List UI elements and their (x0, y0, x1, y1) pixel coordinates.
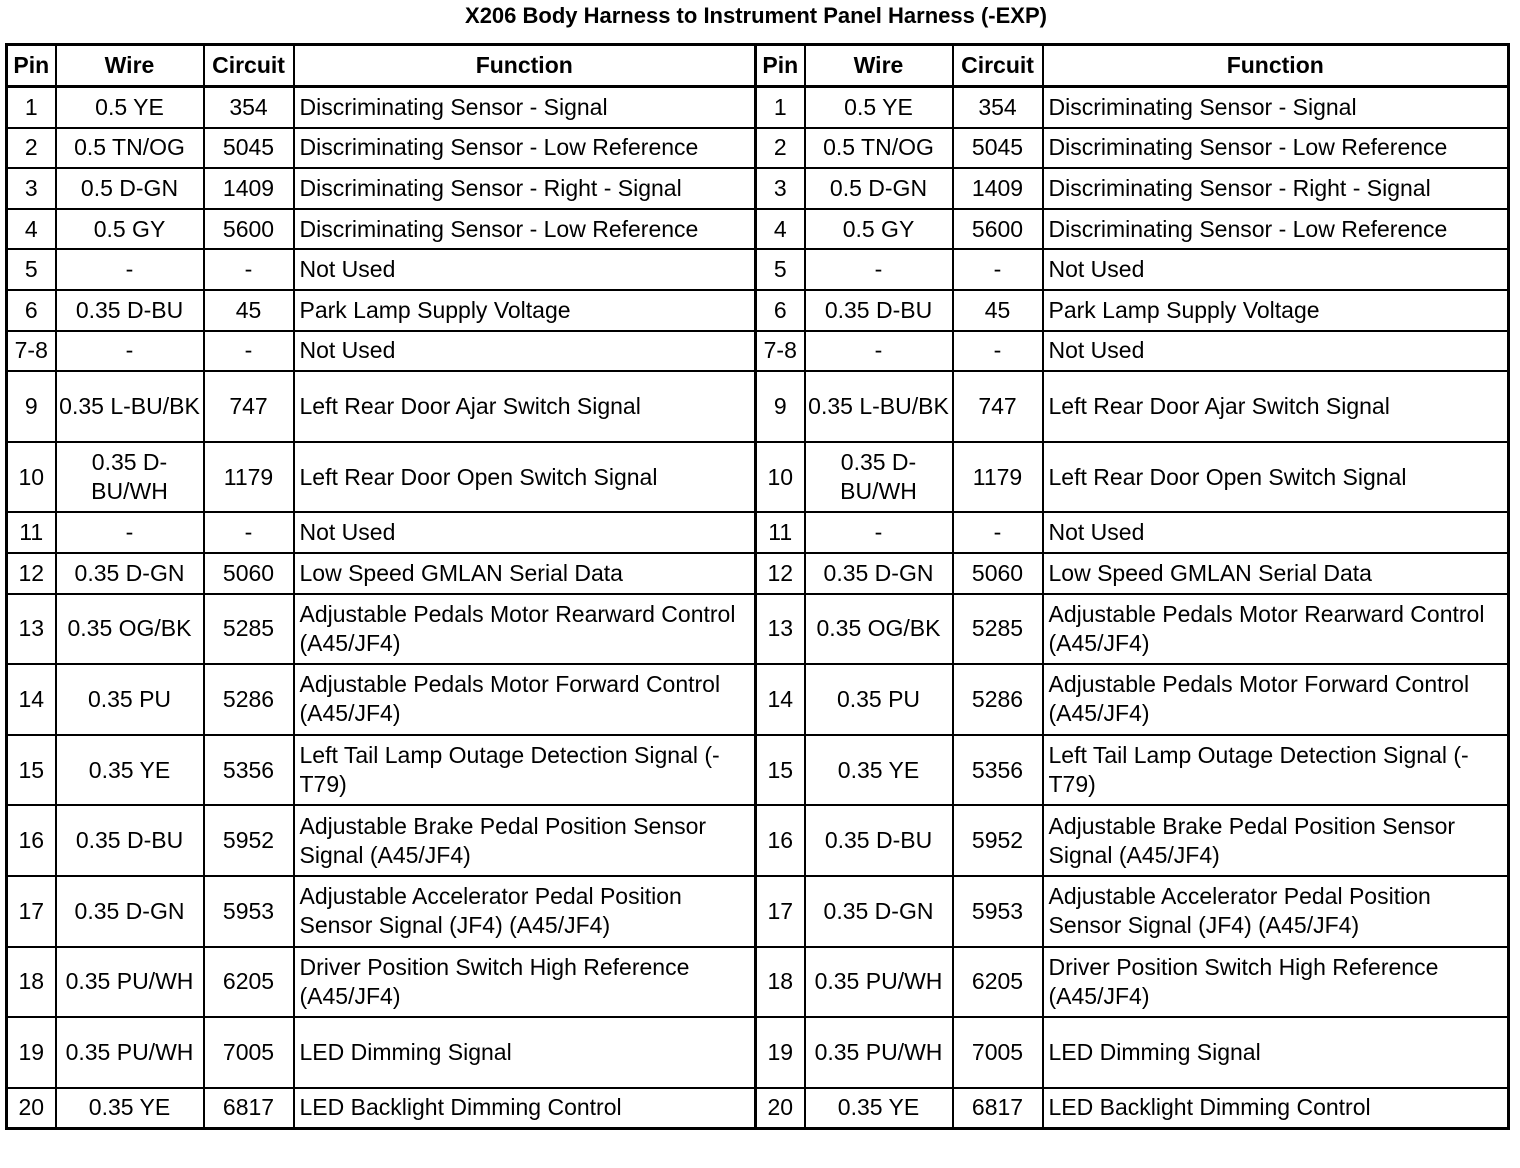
wire-cell: 0.35 D-BU/WH (805, 442, 953, 513)
wire-cell: 0.35 D-BU (56, 290, 204, 331)
wire-cell: 0.5 GY (56, 209, 204, 250)
pin-cell: 2 (756, 128, 805, 169)
circuit-cell: - (953, 249, 1043, 290)
wire-cell: 0.35 D-BU/WH (56, 442, 204, 513)
pin-cell: 3 (7, 168, 56, 209)
function-cell: Left Rear Door Ajar Switch Signal (294, 371, 756, 442)
function-cell: Adjustable Brake Pedal Position Sensor Signal (A45/JF4) (294, 805, 756, 876)
pin-cell: 7-8 (7, 331, 56, 372)
circuit-cell: 5952 (204, 805, 294, 876)
header-function: Function (1043, 45, 1509, 87)
page-title: X206 Body Harness to Instrument Panel Harness (-EXP) (465, 3, 1047, 28)
wire-cell: - (805, 512, 953, 553)
pin-cell: 14 (7, 664, 56, 735)
table-row (7, 805, 1509, 876)
table-row (7, 1088, 1509, 1129)
pin-cell: 4 (756, 209, 805, 250)
circuit-cell: 5952 (953, 805, 1043, 876)
pin-cell: 7-8 (756, 331, 805, 372)
table-row (7, 290, 1509, 331)
pin-cell: 9 (756, 371, 805, 442)
circuit-cell: 5286 (204, 664, 294, 735)
function-cell: Discriminating Sensor - Low Reference (294, 128, 756, 169)
circuit-cell: - (204, 512, 294, 553)
header-wire: Wire (56, 45, 204, 87)
pin-cell: 5 (756, 249, 805, 290)
table-row (7, 512, 1509, 553)
wire-cell: 0.35 PU (56, 664, 204, 735)
header-pin: Pin (756, 45, 805, 87)
circuit-cell: 5285 (953, 594, 1043, 665)
wire-cell: - (805, 249, 953, 290)
wire-cell: 0.35 YE (56, 1088, 204, 1129)
wire-cell: - (56, 512, 204, 553)
wire-cell: 0.5 YE (56, 87, 204, 128)
pin-cell: 15 (7, 735, 56, 806)
table-row (7, 735, 1509, 806)
table-row (7, 168, 1509, 209)
circuit-cell: 7005 (953, 1017, 1043, 1088)
table-row (7, 664, 1509, 735)
circuit-cell: 5600 (953, 209, 1043, 250)
pin-cell: 14 (756, 664, 805, 735)
circuit-cell: 6817 (204, 1088, 294, 1129)
wire-cell: 0.35 D-BU (805, 805, 953, 876)
circuit-cell: 5356 (953, 735, 1043, 806)
circuit-cell: - (953, 331, 1043, 372)
function-cell: Discriminating Sensor - Signal (1043, 87, 1509, 128)
function-cell: Park Lamp Supply Voltage (294, 290, 756, 331)
wire-cell: 0.35 OG/BK (56, 594, 204, 665)
table-row (7, 1017, 1509, 1088)
wire-cell: 0.5 TN/OG (805, 128, 953, 169)
wire-cell: 0.5 D-GN (805, 168, 953, 209)
circuit-cell: - (204, 331, 294, 372)
pin-cell: 20 (756, 1088, 805, 1129)
circuit-cell: 747 (204, 371, 294, 442)
table-row (7, 87, 1509, 128)
table-row (7, 128, 1509, 169)
circuit-cell: 6205 (204, 947, 294, 1018)
function-cell: Discriminating Sensor - Signal (294, 87, 756, 128)
function-cell: Left Tail Lamp Outage Detection Signal (-T79) (294, 735, 756, 806)
wire-cell: 0.35 PU/WH (805, 947, 953, 1018)
function-cell: Adjustable Accelerator Pedal Position Sensor Signal (JF4) (A45/JF4) (1043, 876, 1509, 947)
wire-cell: 0.5 YE (805, 87, 953, 128)
wire-cell: 0.35 PU (805, 664, 953, 735)
circuit-cell: 45 (204, 290, 294, 331)
function-cell: Not Used (1043, 331, 1509, 372)
function-cell: Low Speed GMLAN Serial Data (294, 553, 756, 594)
pin-cell: 19 (756, 1017, 805, 1088)
pin-cell: 12 (756, 553, 805, 594)
function-cell: LED Dimming Signal (294, 1017, 756, 1088)
wire-cell: 0.5 TN/OG (56, 128, 204, 169)
wire-cell: - (56, 249, 204, 290)
circuit-cell: 5060 (953, 553, 1043, 594)
circuit-cell: 7005 (204, 1017, 294, 1088)
function-cell: Driver Position Switch High Reference (A45/JF4) (294, 947, 756, 1018)
pin-cell: 11 (756, 512, 805, 553)
wire-cell: 0.35 D-GN (805, 553, 953, 594)
function-cell: Driver Position Switch High Reference (A45/JF4) (1043, 947, 1509, 1018)
circuit-cell: - (204, 249, 294, 290)
table-row (7, 553, 1509, 594)
wire-cell: 0.35 L-BU/BK (56, 371, 204, 442)
pin-cell: 9 (7, 371, 56, 442)
wire-cell: 0.35 OG/BK (805, 594, 953, 665)
pin-cell: 18 (756, 947, 805, 1018)
table-body (7, 87, 1509, 1129)
circuit-cell: 1179 (204, 442, 294, 513)
circuit-cell: 1409 (953, 168, 1043, 209)
circuit-cell: 6817 (953, 1088, 1043, 1129)
function-cell: Discriminating Sensor - Right - Signal (1043, 168, 1509, 209)
table-row (7, 947, 1509, 1018)
circuit-cell: 5953 (204, 876, 294, 947)
pin-cell: 16 (756, 805, 805, 876)
function-cell: Discriminating Sensor - Low Reference (294, 209, 756, 250)
function-cell: LED Backlight Dimming Control (294, 1088, 756, 1129)
wire-cell: 0.35 L-BU/BK (805, 371, 953, 442)
pin-cell: 16 (7, 805, 56, 876)
header-wire: Wire (805, 45, 953, 87)
pin-cell: 13 (756, 594, 805, 665)
pin-cell: 15 (756, 735, 805, 806)
circuit-cell: - (953, 512, 1043, 553)
wire-cell: 0.35 PU/WH (56, 947, 204, 1018)
pin-cell: 4 (7, 209, 56, 250)
table-row (7, 371, 1509, 442)
function-cell: Adjustable Pedals Motor Forward Control (A45/JF4) (1043, 664, 1509, 735)
wire-cell: 0.35 D-BU (56, 805, 204, 876)
wire-cell: 0.35 YE (805, 1088, 953, 1129)
wire-cell: 0.35 D-GN (56, 876, 204, 947)
wire-cell: 0.35 D-GN (56, 553, 204, 594)
function-cell: Adjustable Brake Pedal Position Sensor Signal (A45/JF4) (1043, 805, 1509, 876)
pin-cell: 17 (7, 876, 56, 947)
table-row (7, 249, 1509, 290)
function-cell: LED Backlight Dimming Control (1043, 1088, 1509, 1129)
function-cell: Left Rear Door Open Switch Signal (1043, 442, 1509, 513)
wire-cell: 0.35 PU/WH (805, 1017, 953, 1088)
function-cell: Not Used (294, 249, 756, 290)
circuit-cell: 354 (204, 87, 294, 128)
pin-cell: 5 (7, 249, 56, 290)
function-cell: Not Used (1043, 249, 1509, 290)
wire-cell: 0.35 YE (56, 735, 204, 806)
pin-cell: 10 (756, 442, 805, 513)
function-cell: Left Rear Door Ajar Switch Signal (1043, 371, 1509, 442)
function-cell: Discriminating Sensor - Right - Signal (294, 168, 756, 209)
wire-cell: - (805, 331, 953, 372)
wire-cell: 0.35 YE (805, 735, 953, 806)
wire-cell: 0.35 D-GN (805, 876, 953, 947)
pin-cell: 17 (756, 876, 805, 947)
table-row (7, 209, 1509, 250)
header-circuit: Circuit (204, 45, 294, 87)
header-function: Function (294, 45, 756, 87)
pin-cell: 3 (756, 168, 805, 209)
circuit-cell: 5600 (204, 209, 294, 250)
circuit-cell: 5953 (953, 876, 1043, 947)
circuit-cell: 1179 (953, 442, 1043, 513)
circuit-cell: 45 (953, 290, 1043, 331)
function-cell: LED Dimming Signal (1043, 1017, 1509, 1088)
pin-cell: 1 (7, 87, 56, 128)
function-cell: Adjustable Pedals Motor Rearward Control (A45/JF4) (294, 594, 756, 665)
function-cell: Not Used (294, 512, 756, 553)
function-cell: Adjustable Accelerator Pedal Position Sensor Signal (JF4) (A45/JF4) (294, 876, 756, 947)
table-row (7, 442, 1509, 513)
wire-cell: 0.5 D-GN (56, 168, 204, 209)
wire-cell: 0.35 D-BU (805, 290, 953, 331)
circuit-cell: 6205 (953, 947, 1043, 1018)
pin-cell: 18 (7, 947, 56, 1018)
function-cell: Not Used (1043, 512, 1509, 553)
function-cell: Left Rear Door Open Switch Signal (294, 442, 756, 513)
circuit-cell: 5045 (953, 128, 1043, 169)
wire-cell: 0.5 GY (805, 209, 953, 250)
table-row (7, 594, 1509, 665)
function-cell: Discriminating Sensor - Low Reference (1043, 128, 1509, 169)
circuit-cell: 5285 (204, 594, 294, 665)
pin-table (5, 43, 1510, 1130)
header-row (7, 45, 1509, 87)
wire-cell: - (56, 331, 204, 372)
function-cell: Park Lamp Supply Voltage (1043, 290, 1509, 331)
pin-cell: 10 (7, 442, 56, 513)
function-cell: Adjustable Pedals Motor Forward Control (A45/JF4) (294, 664, 756, 735)
circuit-cell: 747 (953, 371, 1043, 442)
pin-cell: 13 (7, 594, 56, 665)
function-cell: Low Speed GMLAN Serial Data (1043, 553, 1509, 594)
pin-cell: 2 (7, 128, 56, 169)
function-cell: Adjustable Pedals Motor Rearward Control (A45/JF4) (1043, 594, 1509, 665)
wire-cell: 0.35 PU/WH (56, 1017, 204, 1088)
pin-cell: 12 (7, 553, 56, 594)
table-row (7, 331, 1509, 372)
table-row (7, 876, 1509, 947)
circuit-cell: 5045 (204, 128, 294, 169)
pin-cell: 6 (756, 290, 805, 331)
pin-cell: 11 (7, 512, 56, 553)
pin-cell: 20 (7, 1088, 56, 1129)
header-circuit: Circuit (953, 45, 1043, 87)
circuit-cell: 5060 (204, 553, 294, 594)
pin-cell: 19 (7, 1017, 56, 1088)
function-cell: Discriminating Sensor - Low Reference (1043, 209, 1509, 250)
function-cell: Left Tail Lamp Outage Detection Signal (-T79) (1043, 735, 1509, 806)
function-cell: Not Used (294, 331, 756, 372)
pin-cell: 1 (756, 87, 805, 128)
pin-cell: 6 (7, 290, 56, 331)
circuit-cell: 354 (953, 87, 1043, 128)
header-pin: Pin (7, 45, 56, 87)
circuit-cell: 5356 (204, 735, 294, 806)
circuit-cell: 1409 (204, 168, 294, 209)
circuit-cell: 5286 (953, 664, 1043, 735)
